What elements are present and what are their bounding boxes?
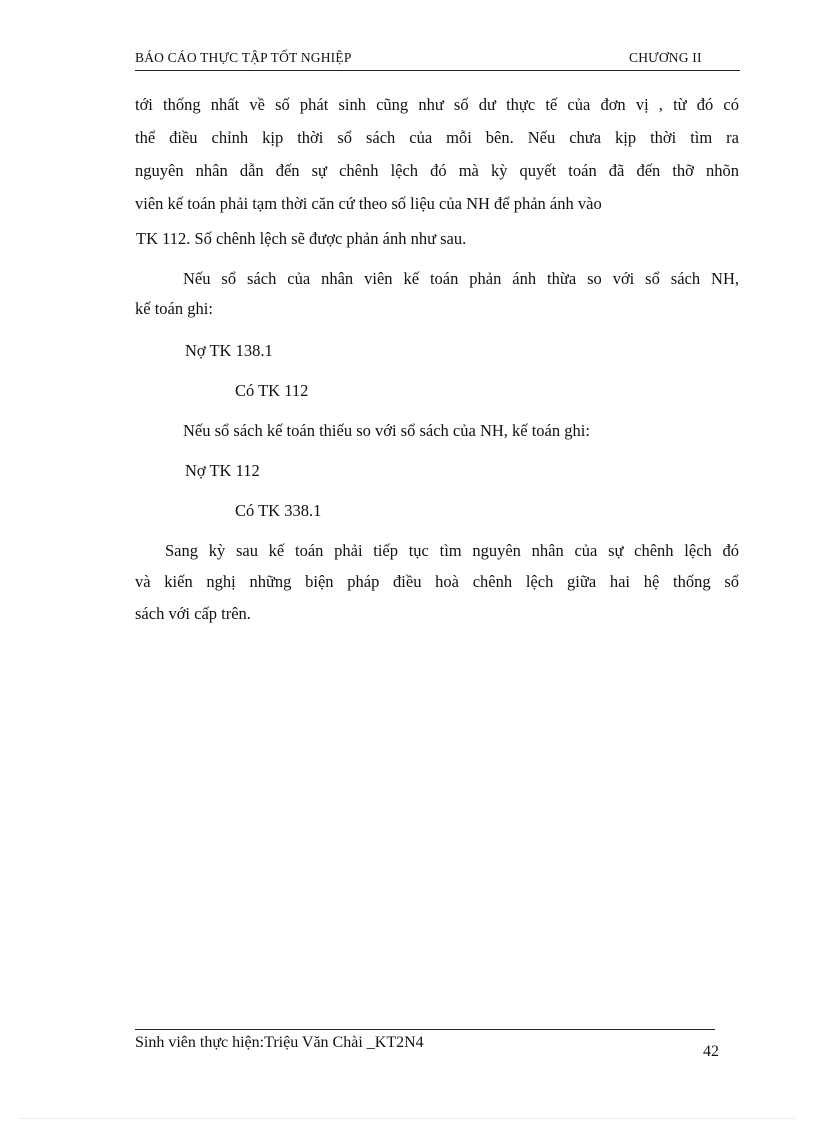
deficit-case-line: Nếu sổ sách kế toán thiếu so với sổ sách của NH, kế toán ghi: [183,421,590,440]
paragraph-1-line-1: tới thống nhất về số phát sinh cũng như số dư thực tế của đơn vị , từ đó có [135,95,739,114]
deficit-credit-entry: Có TK 338.1 [235,501,322,520]
closing-line-1: Sang kỳ sau kế toán phải tiếp tục tìm nguyên nhân của sự chênh lệch đó [165,541,739,560]
paragraph-1-line-2: thể điều chỉnh kịp thời sổ sách của mỗi bên. Nếu chưa kịp thời tìm ra [135,128,739,147]
paragraph-1-line-3: nguyên nhân dẫn đến sự chênh lệch đó mà kỳ quyết toán đã đến thỡ nhõn [135,161,739,180]
closing-line-2: và kiến nghị những biện pháp điều hoà chênh lệch giữa hai hệ thống sổ [135,572,739,591]
page-number: 42 [703,1043,719,1060]
chapter-label: CHƯƠNG II [629,50,702,65]
page-header [135,48,740,71]
footer-divider [135,1029,715,1030]
paragraph-1-line-5: TK 112. Số chênh lệch sẽ được phản ánh như sau. [136,229,467,248]
deficit-debit-entry: Nợ TK 112 [185,461,260,480]
surplus-credit-entry: Có TK 112 [235,381,309,400]
page-bottom-border [20,1118,796,1119]
paragraph-1-line-4: viên kế toán phải tạm thời căn cứ theo số liệu của NH để phản ánh vào [135,194,602,213]
closing-line-3: sách với cấp trên. [135,604,251,623]
footer-author: Sinh viên thực hiện:Triệu Văn Chài _KT2N4 [135,1034,424,1051]
surplus-case-line-2: kế toán ghi: [135,299,213,318]
report-title: BÁO CÁO THỰC TẬP TỐT NGHIỆP [135,50,352,65]
surplus-case-line-1: Nếu sổ sách của nhân viên kế toán phản ánh thừa so với sổ sách NH, [183,269,739,288]
surplus-debit-entry: Nợ TK 138.1 [185,341,273,360]
